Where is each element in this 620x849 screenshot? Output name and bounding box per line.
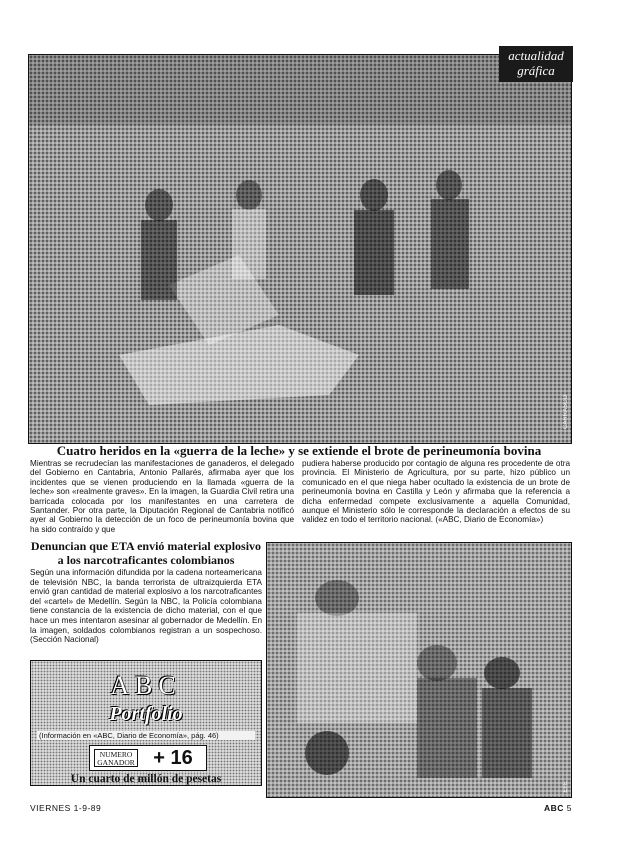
- winning-number-box: [89, 745, 207, 771]
- section-tag-line2: gráfica: [517, 63, 555, 78]
- promo-info: (Información en «ABC, Diario de Economía», pág. 46): [37, 731, 255, 740]
- section-tag: [499, 46, 573, 82]
- second-photo-credit: EFE: [563, 781, 569, 793]
- main-photo: [28, 54, 572, 444]
- footer-date: VIERNES 1-9-89: [30, 803, 102, 813]
- second-headline: Denuncian que ETA envió material explosivo a los narcotraficantes colombianos: [30, 539, 262, 567]
- footer-page-number: 5: [566, 803, 572, 813]
- footer-brand: ABC: [543, 803, 564, 813]
- second-photo-scene: [267, 543, 571, 797]
- promo-prize: Un cuarto de millón de pesetas: [70, 773, 222, 785]
- winning-number-value: + 16: [153, 747, 193, 769]
- promo-title: ABC: [110, 671, 182, 700]
- section-tag-line1: actualidad: [508, 48, 564, 63]
- promo-subtitle: Portfolio: [109, 703, 183, 725]
- second-story-text: Según una información difundida por la cadena norteamericana de televisión NBC, la banda terrorista de ultraizquierda ETA envió gran cantidad de material explosivo a los narcotraficantes del «cartel» de Medellín. Según la NBC, la Policía colombiana tiene constancia de la existencia de dicho material, con el que hace un mes intentaron asesinar al gobernador de Medellín. En la imagen, soldados colombianos registran a un sospechoso. (Sección Nacional): [30, 568, 262, 645]
- footer-page-info: [544, 803, 572, 813]
- second-photo: [266, 542, 572, 798]
- main-photo-credit: CARRASCO: [563, 394, 569, 429]
- main-story-text-left: Mientras se recrudecían las manifestaciones de ganaderos, el delegado del Gobierno en Cantabria, Antonio Pallarés, afirmaba ayer que los incidentes que se vienen produciendo en la llamada «guerra de la leche» son «realmente graves». En la imagen, la Guardia Civil retira una barricada colocada por los manifestantes en una carretera de Santander. Por otra parte, la Diputación Regional de Cantabria notificó ayer al Gobierno la detección de un foco de perineumonía bovina que ha sido contraído y que: [30, 459, 294, 534]
- main-story-text-right: pudiera haberse producido por contagio de alguna res procedente de otra provincia. El Ministerio de Agricultura, por su parte, hizo público un comunicado en el que niega haber ocultado la existencia de un brote de perineumonía bovina en Castilla y León y afirmaba que la referencia a dicha enfermedad compete exclusivamente a aquella Comunidad, aunque el Ministerio sólo le corresponde la declaración a efectos de su validez en todo el territorio nacional. («ABC, Diario de Economía»): [302, 459, 570, 525]
- main-headline: Cuatro heridos en la «guerra de la leche» y se extiende el brote de perineumonía bovina: [56, 443, 542, 458]
- portfolio-promo: [30, 660, 262, 786]
- winning-number-label: NUMERO GANADOR: [94, 749, 138, 767]
- main-photo-scene: [29, 55, 571, 443]
